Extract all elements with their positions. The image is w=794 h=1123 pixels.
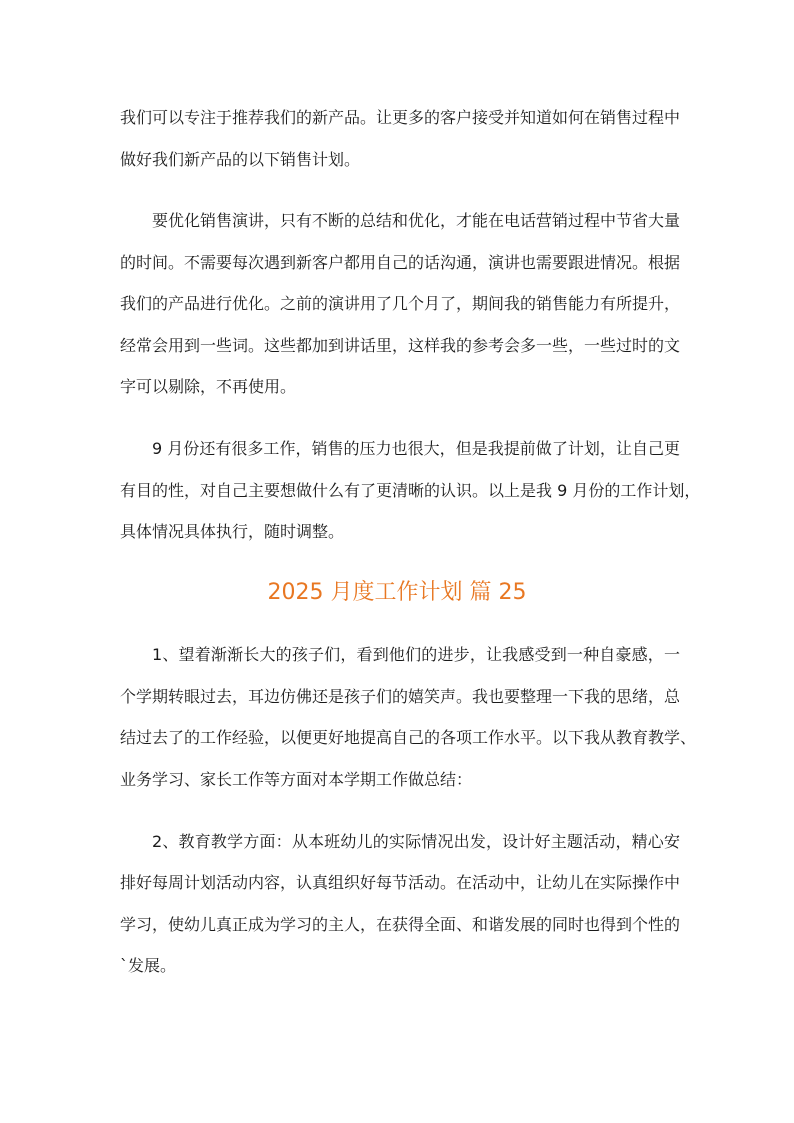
paragraph-5-line-1: 2、教育教学方面：从本班幼儿的实际情况出发，设计好主题活动，精心安 <box>152 832 680 851</box>
paragraph-2-line-5: 字可以剔除，不再使用。 <box>120 377 297 396</box>
paragraph-5-line-3: 学习，使幼儿真正成为学习的主人，在获得全面、和谐发展的同时也得到个性的 <box>120 915 681 934</box>
section-heading: 2025 月度工作计划 篇 25 <box>267 580 527 605</box>
paragraph-2-line-2: 的时间。不需要每次遇到新客户都用自己的话沟通，演讲也需要跟进情况。根据 <box>120 253 681 272</box>
paragraph-1-line-2: 做好我们新产品的以下销售计划。 <box>120 150 361 169</box>
paragraph-4-line-2: 个学期转眼过去，耳边仿佛还是孩子们的嬉笑声。我也要整理一下我的思绪，总 <box>120 687 681 706</box>
paragraph-5-line-4: `发展。 <box>120 956 177 975</box>
paragraph-1-line-1: 我们可以专注于推荐我们的新产品。让更多的客户接受并知道如何在销售过程中 <box>120 108 681 127</box>
paragraph-4-line-4: 业务学习、家长工作等方面对本学期工作做总结： <box>120 770 473 789</box>
paragraph-3-line-3: 具体情况具体执行，随时调整。 <box>120 522 345 541</box>
paragraph-2-line-3: 我们的产品进行优化。之前的演讲用了几个月了，期间我的销售能力有所提升， <box>120 294 681 313</box>
paragraph-4-line-3: 结过去了的工作经验，以便更好地提高自己的各项工作水平。以下我从教育教学、 <box>120 728 697 747</box>
paragraph-3-line-1: 9 月份还有很多工作，销售的压力也很大，但是我提前做了计划，让自己更 <box>152 439 680 458</box>
paragraph-5-line-2: 排好每周计划活动内容，认真组织好每节活动。在活动中，让幼儿在实际操作中 <box>120 873 681 892</box>
paragraph-3-line-2: 有目的性，对自己主要想做什么有了更清晰的认识。以上是我 9 月份的工作计划， <box>120 481 701 500</box>
paragraph-2-line-1: 要优化销售演讲，只有不断的总结和优化，才能在电话营销过程中节省大量 <box>152 211 681 230</box>
paragraph-2-line-4: 经常会用到一些词。这些都加到讲话里，这样我的参考会多一些，一些过时的文 <box>120 336 681 355</box>
paragraph-4-line-1: 1、望着渐渐长大的孩子们，看到他们的进步，让我感受到一种自豪感，一 <box>152 645 680 664</box>
